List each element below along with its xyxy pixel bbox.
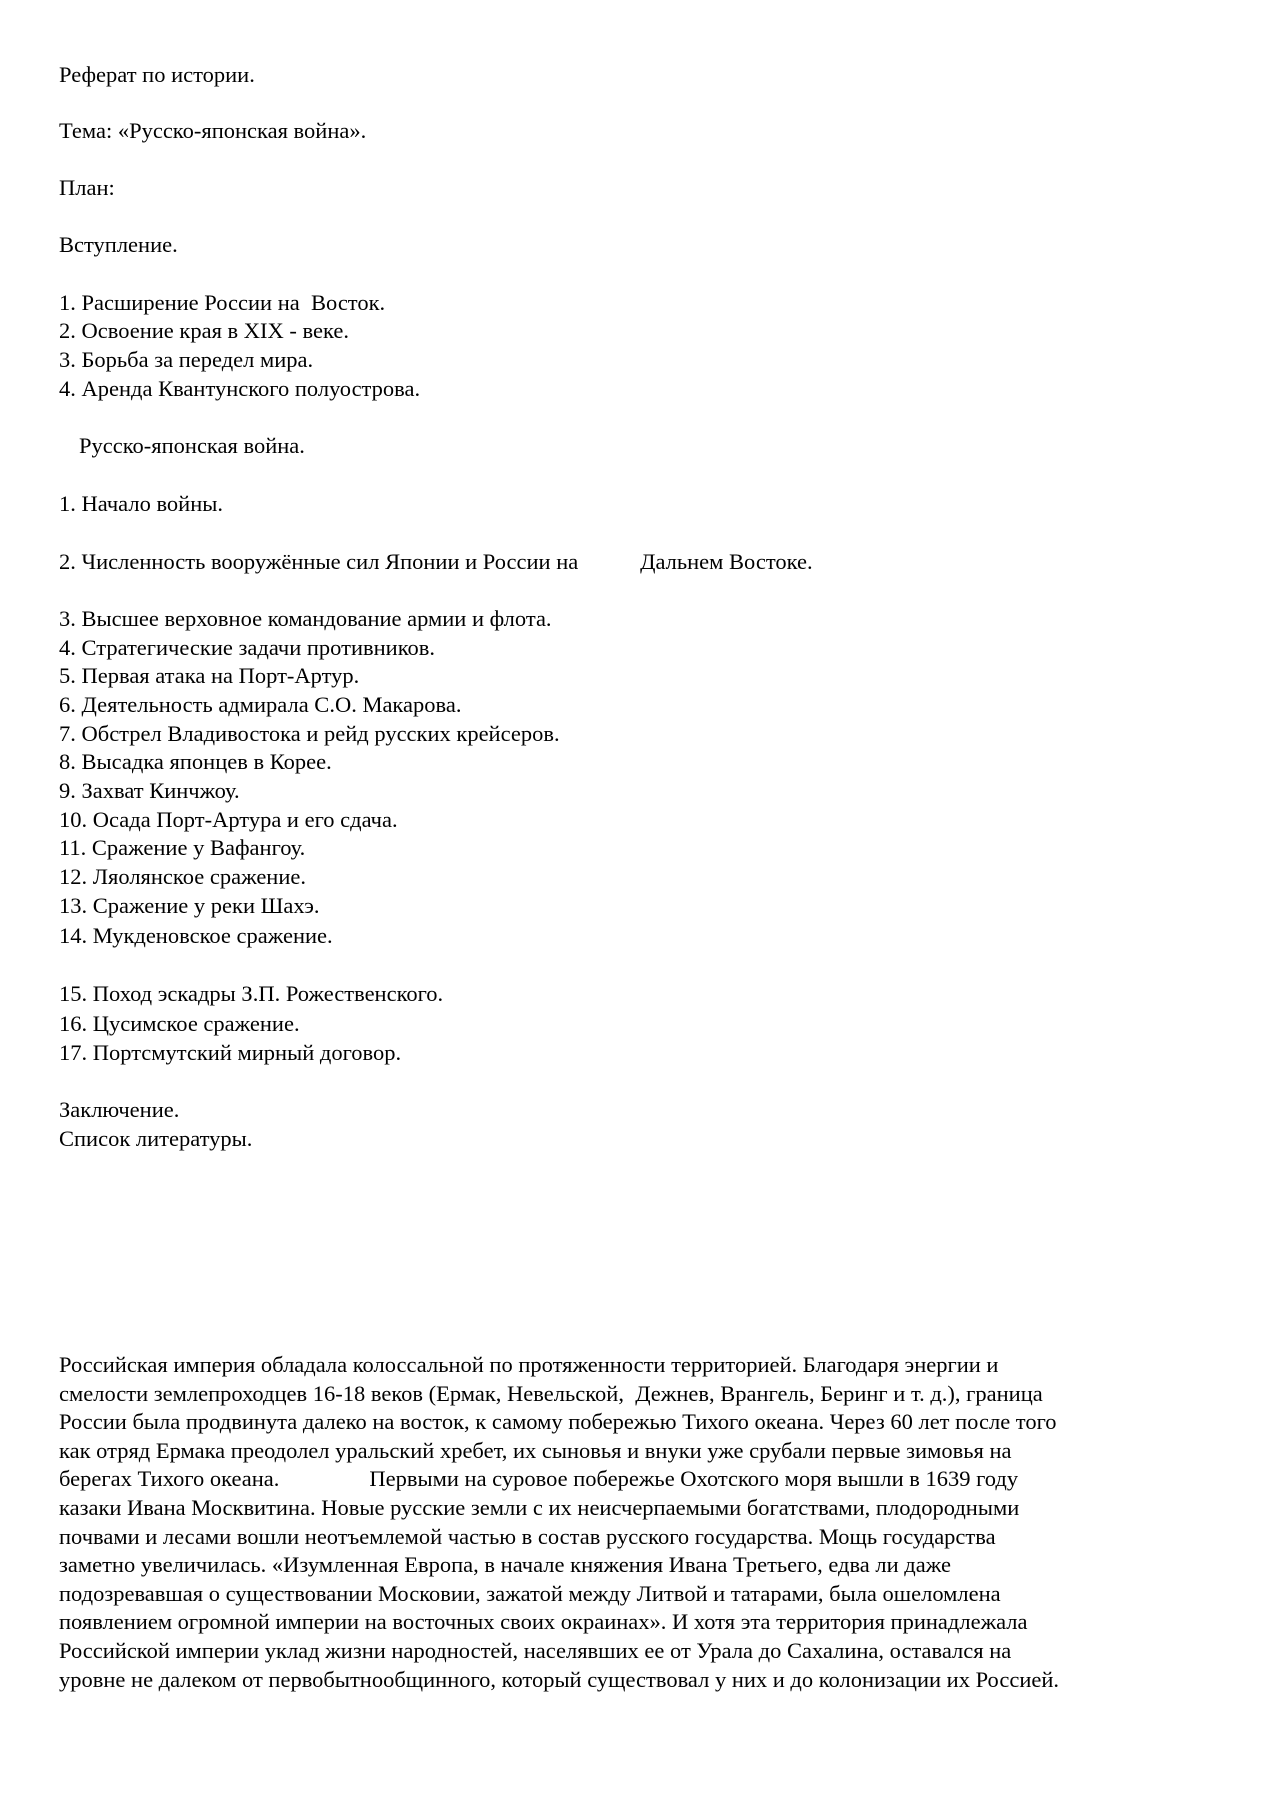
war-heading: Русско-японская война. (79, 433, 305, 458)
list-item: 15. Поход эскадры З.П. Рожественского. (59, 981, 444, 1006)
intro-heading: Вступление. (59, 232, 178, 257)
paragraph-line: Российская империя обладала колоссальной по протяженности территорией. Благодаря энергии и (59, 1352, 999, 1377)
paragraph-line: появлением огромной империи на восточных своих окраинах». И хотя эта территория принадлежала (59, 1609, 1028, 1635)
list-item: 1. Расширение России на Восток. (59, 290, 386, 315)
document-title: Реферат по истории. (59, 62, 255, 87)
list-item: 12. Ляолянское сражение. (59, 864, 306, 889)
body-paragraph (59, 1351, 1229, 1694)
topic-line: Тема: «Русско-японская война». (59, 118, 367, 143)
list-item: 3. Борьба за передел мира. (59, 347, 314, 372)
list-item: 14. Мукденовское сражение. (59, 923, 333, 948)
list-item: 3. Высшее верховное командование армии и флота. (59, 606, 552, 631)
list-item: 11. Сражение у Вафангоу. (59, 835, 306, 860)
document-page (59, 0, 1229, 1811)
list-item: 7. Обстрел Владивостока и рейд русских крейсеров. (59, 721, 560, 746)
list-item: 16. Цусимское сражение. (59, 1011, 300, 1036)
paragraph-line: России была продвинута далеко на восток, к самому побережью Тихого океана. Через 60 лет после того (59, 1409, 1057, 1435)
paragraph-line: смелости землепроходцев 16-18 веков (Ермак, Невельской, Дежнев, Врангель, Беринг и т. д.), граница (59, 1380, 1043, 1406)
literature-heading: Список литературы. (59, 1126, 253, 1151)
paragraph-line: Российской империи уклад жизни народностей, населявших ее от Урала до Сахалина, оставался на (59, 1637, 1012, 1663)
list-item: 2. Освоение края в XIX - веке. (59, 318, 349, 343)
list-item: 4. Стратегические задачи противников. (59, 635, 435, 660)
conclusion-heading: Заключение. (59, 1097, 180, 1122)
paragraph-line: почвами и лесами вошли неотъемлемой частью в состав русского государства. Мощь государства (59, 1523, 996, 1549)
paragraph-line: берегах Тихого океана. Первыми на суровое побережье Охотского моря вышли в 1639 году (59, 1466, 1019, 1492)
list-item: 6. Деятельность адмирала С.О. Макарова. (59, 692, 462, 717)
paragraph-line: казаки Ивана Москвитина. Новые русские земли с их неисчерпаемыми богатствами, плодородными (59, 1494, 1020, 1520)
list-item: 5. Первая атака на Порт-Артур. (59, 663, 360, 688)
list-item: 4. Аренда Квантунского полуострова. (59, 376, 421, 401)
list-item: 2. Численность вооружённые сил Японии и России на Дальнем Востоке. (59, 549, 813, 574)
paragraph-line: подозревавшая о существовании Московии, зажатой между Литвой и татарами, была ошеломлена (59, 1580, 1001, 1606)
list-item: 9. Захват Кинчжоу. (59, 778, 240, 803)
list-item: 1. Начало войны. (59, 491, 223, 516)
list-item: 8. Высадка японцев в Корее. (59, 749, 332, 774)
paragraph-line: как отряд Ермака преодолел уральский хребет, их сыновья и внуки уже срубали первые зимовья на (59, 1437, 1012, 1463)
list-item: 17. Портсмутский мирный договор. (59, 1040, 402, 1065)
paragraph-line: заметно увеличилась. «Изумленная Европа, в начале княжения Ивана Третьего, едва ли даже (59, 1552, 951, 1578)
plan-label: План: (59, 175, 115, 200)
list-item: 13. Сражение у реки Шахэ. (59, 893, 320, 918)
paragraph-line: уровне не далеком от первобытнообщинного, который существовал у них и до колонизации их Россией. (59, 1666, 1060, 1692)
list-item: 10. Осада Порт-Артура и его сдача. (59, 807, 398, 832)
